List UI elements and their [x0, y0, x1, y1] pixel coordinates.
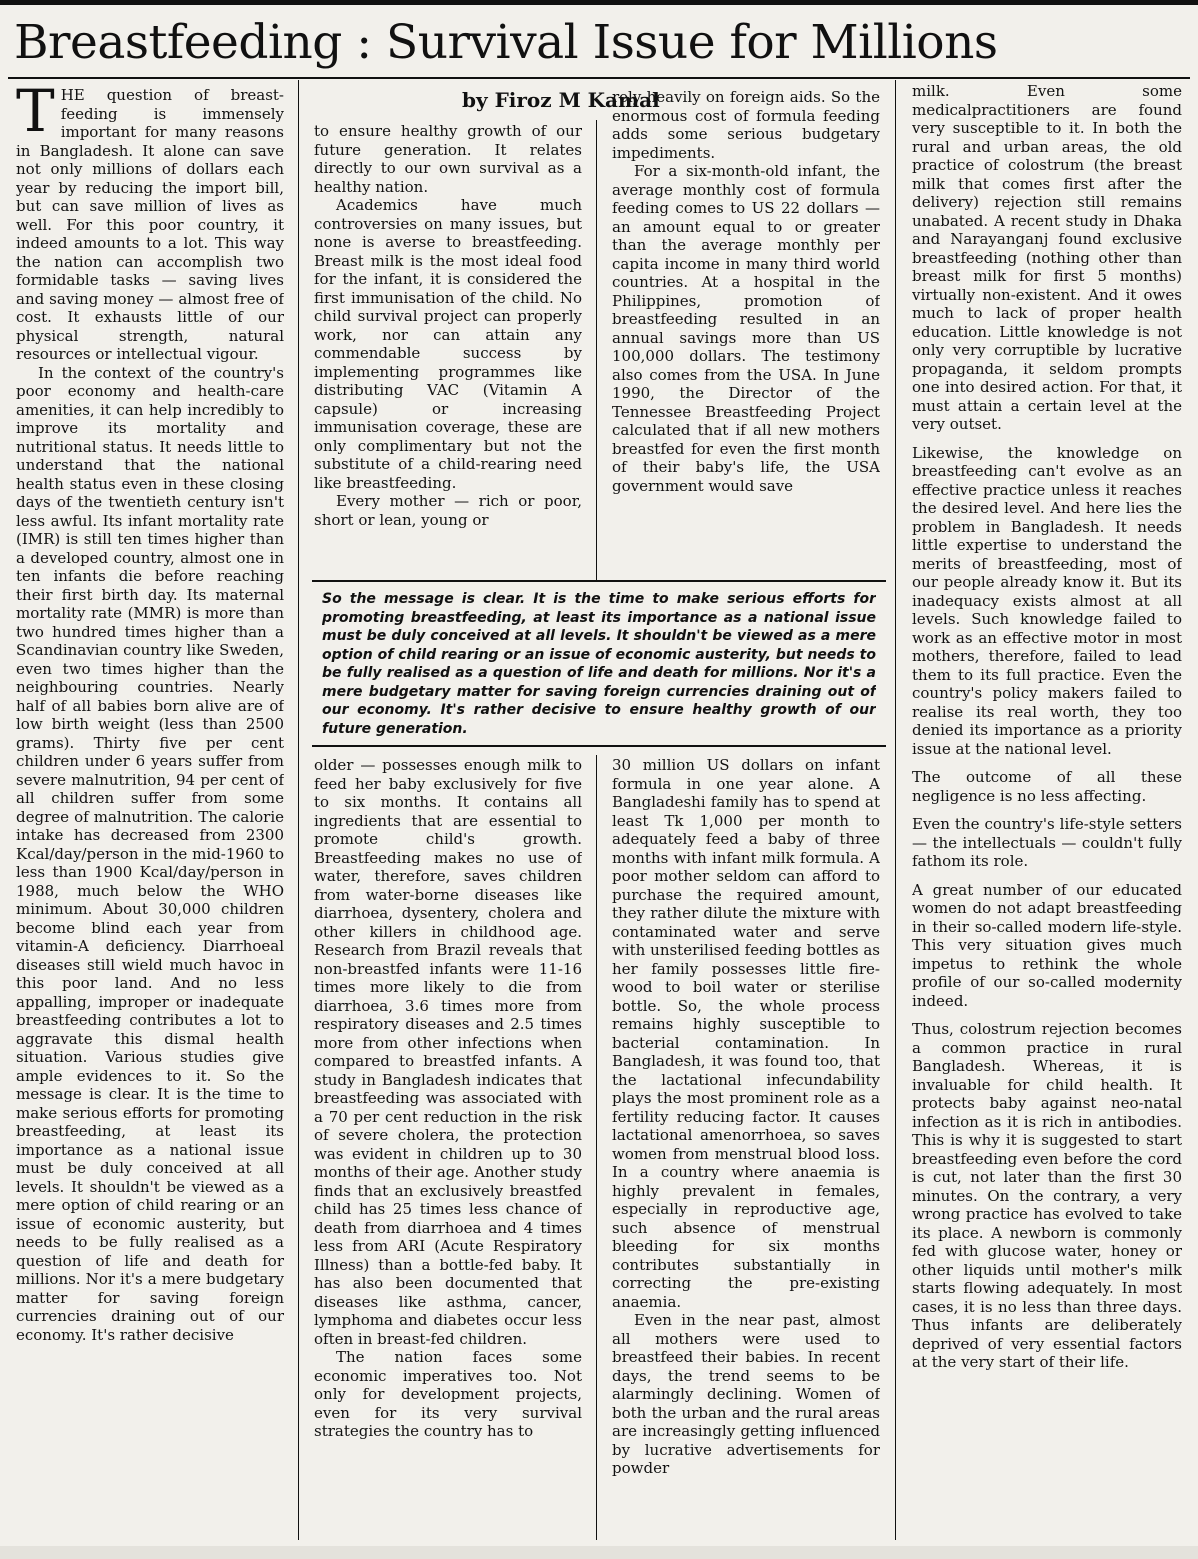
col2b-para-2: The nation faces some economic imperatives too. Not only for development projects, even for its very survival strategies the country has to: [314, 1348, 582, 1440]
bottom-margin: [0, 1546, 1198, 1559]
col4-para-4: Even the country's life-style setters — the intellectuals — couldn't fully fathom its role.: [912, 815, 1182, 870]
col1-text-1: HE question of breast-feeding is immensely important for many reasons in Bangladesh. It alone can save not only millions of dollars each year by reducing the import bill, but can save million of lives as well. For this poor country, it indeed amounts to a lot. This way the nation can accomplish two formidable tasks — saving lives and saving money — almost free of cost. It exhausts little of our physical strength, natural resources or intellectual vigour.: [16, 86, 284, 363]
column-4: [912, 82, 1182, 1541]
col3b-para-2: Even in the near past, almost all mothers were used to breastfeed their babies. In recent days, the trend seems to be alarmingly declining. Women of both the urban and the rural areas are increasingly getting influenced by lucrative advertisements for powder: [612, 1311, 880, 1477]
column-2-bottom: [314, 756, 582, 1541]
col4-para-3: The outcome of all these negligence is no less affecting.: [912, 768, 1182, 805]
column-rule-1: [298, 80, 299, 1540]
byline: by Firoz M Kamal: [462, 88, 660, 112]
pullquote-top-rule: [312, 580, 886, 582]
col3b-para-1: 30 million US dollars on infant formula in one year alone. A Bangladeshi family has to spend at least Tk 1,000 per month to adequately feed a baby of three months with infant milk formula. A poor mother seldom can afford to purchase the required amount, they rather dilute the mixture with contaminated water and serve with unsterilised feeding bottles as her family possesses little fire-wood to boil water or sterilise bottle. So, the whole process remains highly susceptible to bacterial contamination. In Bangladesh, it was found too, that the lactational infecundability plays the most prominent role as a fertility reducing factor. It causes lactational amenorrhoea, so saves women from menstrual blood loss. In a country where anaemia is highly prevalent in females, especially in reproductive age, such absence of menstrual bleeding for six months contributes substantially in correcting the pre-existing anaemia.: [612, 756, 880, 1311]
pull-quote: So the message is clear. It is the time to make serious efforts for promoting breastfeeding, at least its importance as a national issue must be duly conceived at all levels. It shouldn't be viewed as a mere option of child rearing or an issue of economic austerity, but needs to be fully realised as a question of life and death for millions. Nor it's a mere budgetary matter for saving foreign currencies draining out of our economy. It's rather decisive to ensure healthy growth of our future generation.: [322, 591, 876, 737]
column-1: [16, 86, 284, 1541]
column-rule-3: [596, 755, 597, 1540]
col2b-para-1: older — possesses enough milk to feed her baby exclusively for five to six months. It contains all ingredients that are essential to promote child's growth. Breastfeeding makes no use of water, therefore, saves children from water-borne diseases like diarrhoea, dysentery, cholera and other killers in childhood age. Research from Brazil reveals that non-breastfed infants were 11-16 times more likely to die from diarrhoea, 3.6 times more from respiratory diseases and 2.5 times more from other infections when compared to breastfed infants. A study in Bangladesh indicates that breastfeeding was associated with a 70 per cent reduction in the risk of severe cholera, the protection was evident in children up to 30 months of their age. Another study finds that an exclusively breastfed child has 25 times less chance of death from diarrhoea and 4 times less from ARI (Acute Respiratory Illness) than a bottle-fed baby. It has also been documented that diseases like asthma, cancer, lymphoma and diabetes occur less often in breast-fed children.: [314, 756, 582, 1348]
col1-para-1: [16, 86, 284, 364]
col4-para-1: milk. Even some medicalpractitioners are found very susceptible to it. In both the rural and urban areas, the old practice of colostrum (the breast milk that comes first after the delivery) rejection still remains unabated. A recent study in Dhaka and Narayanganj found exclusive breastfeeding (nothing other than breast milk for first 5 months) virtually non-existent. And it owes much to lack of proper health education. Little knowledge is not only very corruptible by lucrative propaganda, it seldom prompts one into desired action. For that, it must attain a certain level at the very outset.: [912, 82, 1182, 433]
col4-para-5: A great number of our educated women do not adapt breastfeeding in their so-called modern life-style. This very situation gives much impetus to rethink the whole profile of our so-called modernity indeed.: [912, 880, 1182, 1010]
column-rule-2: [596, 120, 597, 580]
col3-para-2: For a six-month-old infant, the average monthly cost of formula feeding comes to US 22 dollars — an amount equal to or greater than the average monthly per capita income in many third world countries. At a hospital in the Philippines, promotion of breastfeeding resulted in an annual savings more than US 100,000 dollars. The testimony also comes from the USA. In June 1990, the Director of the Tennessee Breastfeeding Project calculated that if all new mothers breastfed for even the first month of their baby's life, the USA government would save: [612, 162, 880, 495]
col4-para-2: Likewise, the knowledge on breastfeeding can't evolve as an effective practice unless it reaches the desired level. And here lies the problem in Bangladesh. It needs little expertise to understand the merits of breastfeeding, most of our people already know it. But its inadequacy exists almost at all levels. Such knowledge failed to work as an effective motor in most mothers, therefore, failed to lead them to its full practice. Even the country's policy makers failed to realise its real worth, they too denied its importance as a priority issue at the national level.: [912, 443, 1182, 758]
col3-para-1: rely heavily on foreign aids. So the enormous cost of formula feeding adds some serious budgetary impediments.: [612, 88, 880, 162]
col2-para-2: Academics have much controversies on many issues, but none is averse to breastfeeding. Breast milk is the most ideal food for the infant, it is considered the first immunisation of the child. No child survival project can properly work, nor can attain any commendable success by implementing programmes like distributing VAC (Vitamin A capsule) or increasing immunisation coverage, these are only complimentary but not the substitute of a child-rearing need like breastfeeding.: [314, 196, 582, 492]
col1-para-2: In the context of the country's poor economy and health-care amenities, it can help incredibly to improve its mortality and nutritional status. It needs little to understand that the national health status even in these closing days of the twentieth century isn't less awful. Its infant mortality rate (IMR) is still ten times higher than a developed country, almost one in ten infants die before reaching their first birth day. Its maternal mortality rate (MMR) is more than two hundred times higher than a Scandinavian country like Sweden, even two times higher than the neighbouring countries. Nearly half of all babies born alive are of low birth weight (less than 2500 grams). Thirty five per cent children under 6 years suffer from severe malnutrition, 94 per cent of all children suffer from some degree of malnutrition. The calorie intake has decreased from 2300 Kcal/day/person in the mid-1960 to less than 1900 Kcal/day/person in 1988, much below the WHO minimum. About 30,000 children become blind each year from vitamin-A deficiency. Diarrhoeal diseases still wield much havoc in this poor land. And no less appalling, improper or inadequate breastfeeding contributes a lot to aggravate this dismal health situation. Various studies give ample evidences to it. So the message is clear. It is the time to make serious efforts for promoting breastfeeding, at least its importance as a national issue must be duly conceived at all levels. It shouldn't be viewed as a mere option of child rearing or an issue of economic austerity, but needs to be fully realised as a question of life and death for millions. Nor it's a mere budgetary matter for saving foreign currencies draining out of our economy. It's rather decisive: [16, 363, 284, 1344]
column-3-top: [612, 88, 880, 576]
headline-rule: [8, 77, 1190, 79]
headline: Breastfeeding : Survival Issue for Millions: [14, 15, 998, 70]
col2-para-1: to ensure healthy growth of our future generation. It relates directly to our own survival as a healthy nation.: [314, 122, 582, 196]
column-rule-4: [895, 80, 896, 1540]
pullquote-bottom-rule: [312, 745, 886, 747]
col2-para-3: Every mother — rich or poor, short or lean, young or: [314, 492, 582, 529]
drop-cap: T: [16, 86, 55, 145]
col4-para-6: Thus, colostrum rejection becomes a common practice in rural Bangladesh. Whereas, it is invaluable for child health. It protects baby against neo-natal infection as it is rich in antibodies. This is why it is suggested to start breastfeeding even before the cord is cut, not later than the first 30 minutes. On the contrary, a very wrong practice has evolved to take its place. A newborn is commonly fed with glucose water, honey or other liquids until mother's milk starts flowing adequately. In most cases, it is no less than three days. Thus infants are deliberately deprived of very essential factors at the very start of their life.: [912, 1020, 1182, 1371]
column-2-top: [314, 122, 582, 576]
column-3-bottom: [612, 756, 880, 1541]
top-border: [0, 0, 1198, 5]
